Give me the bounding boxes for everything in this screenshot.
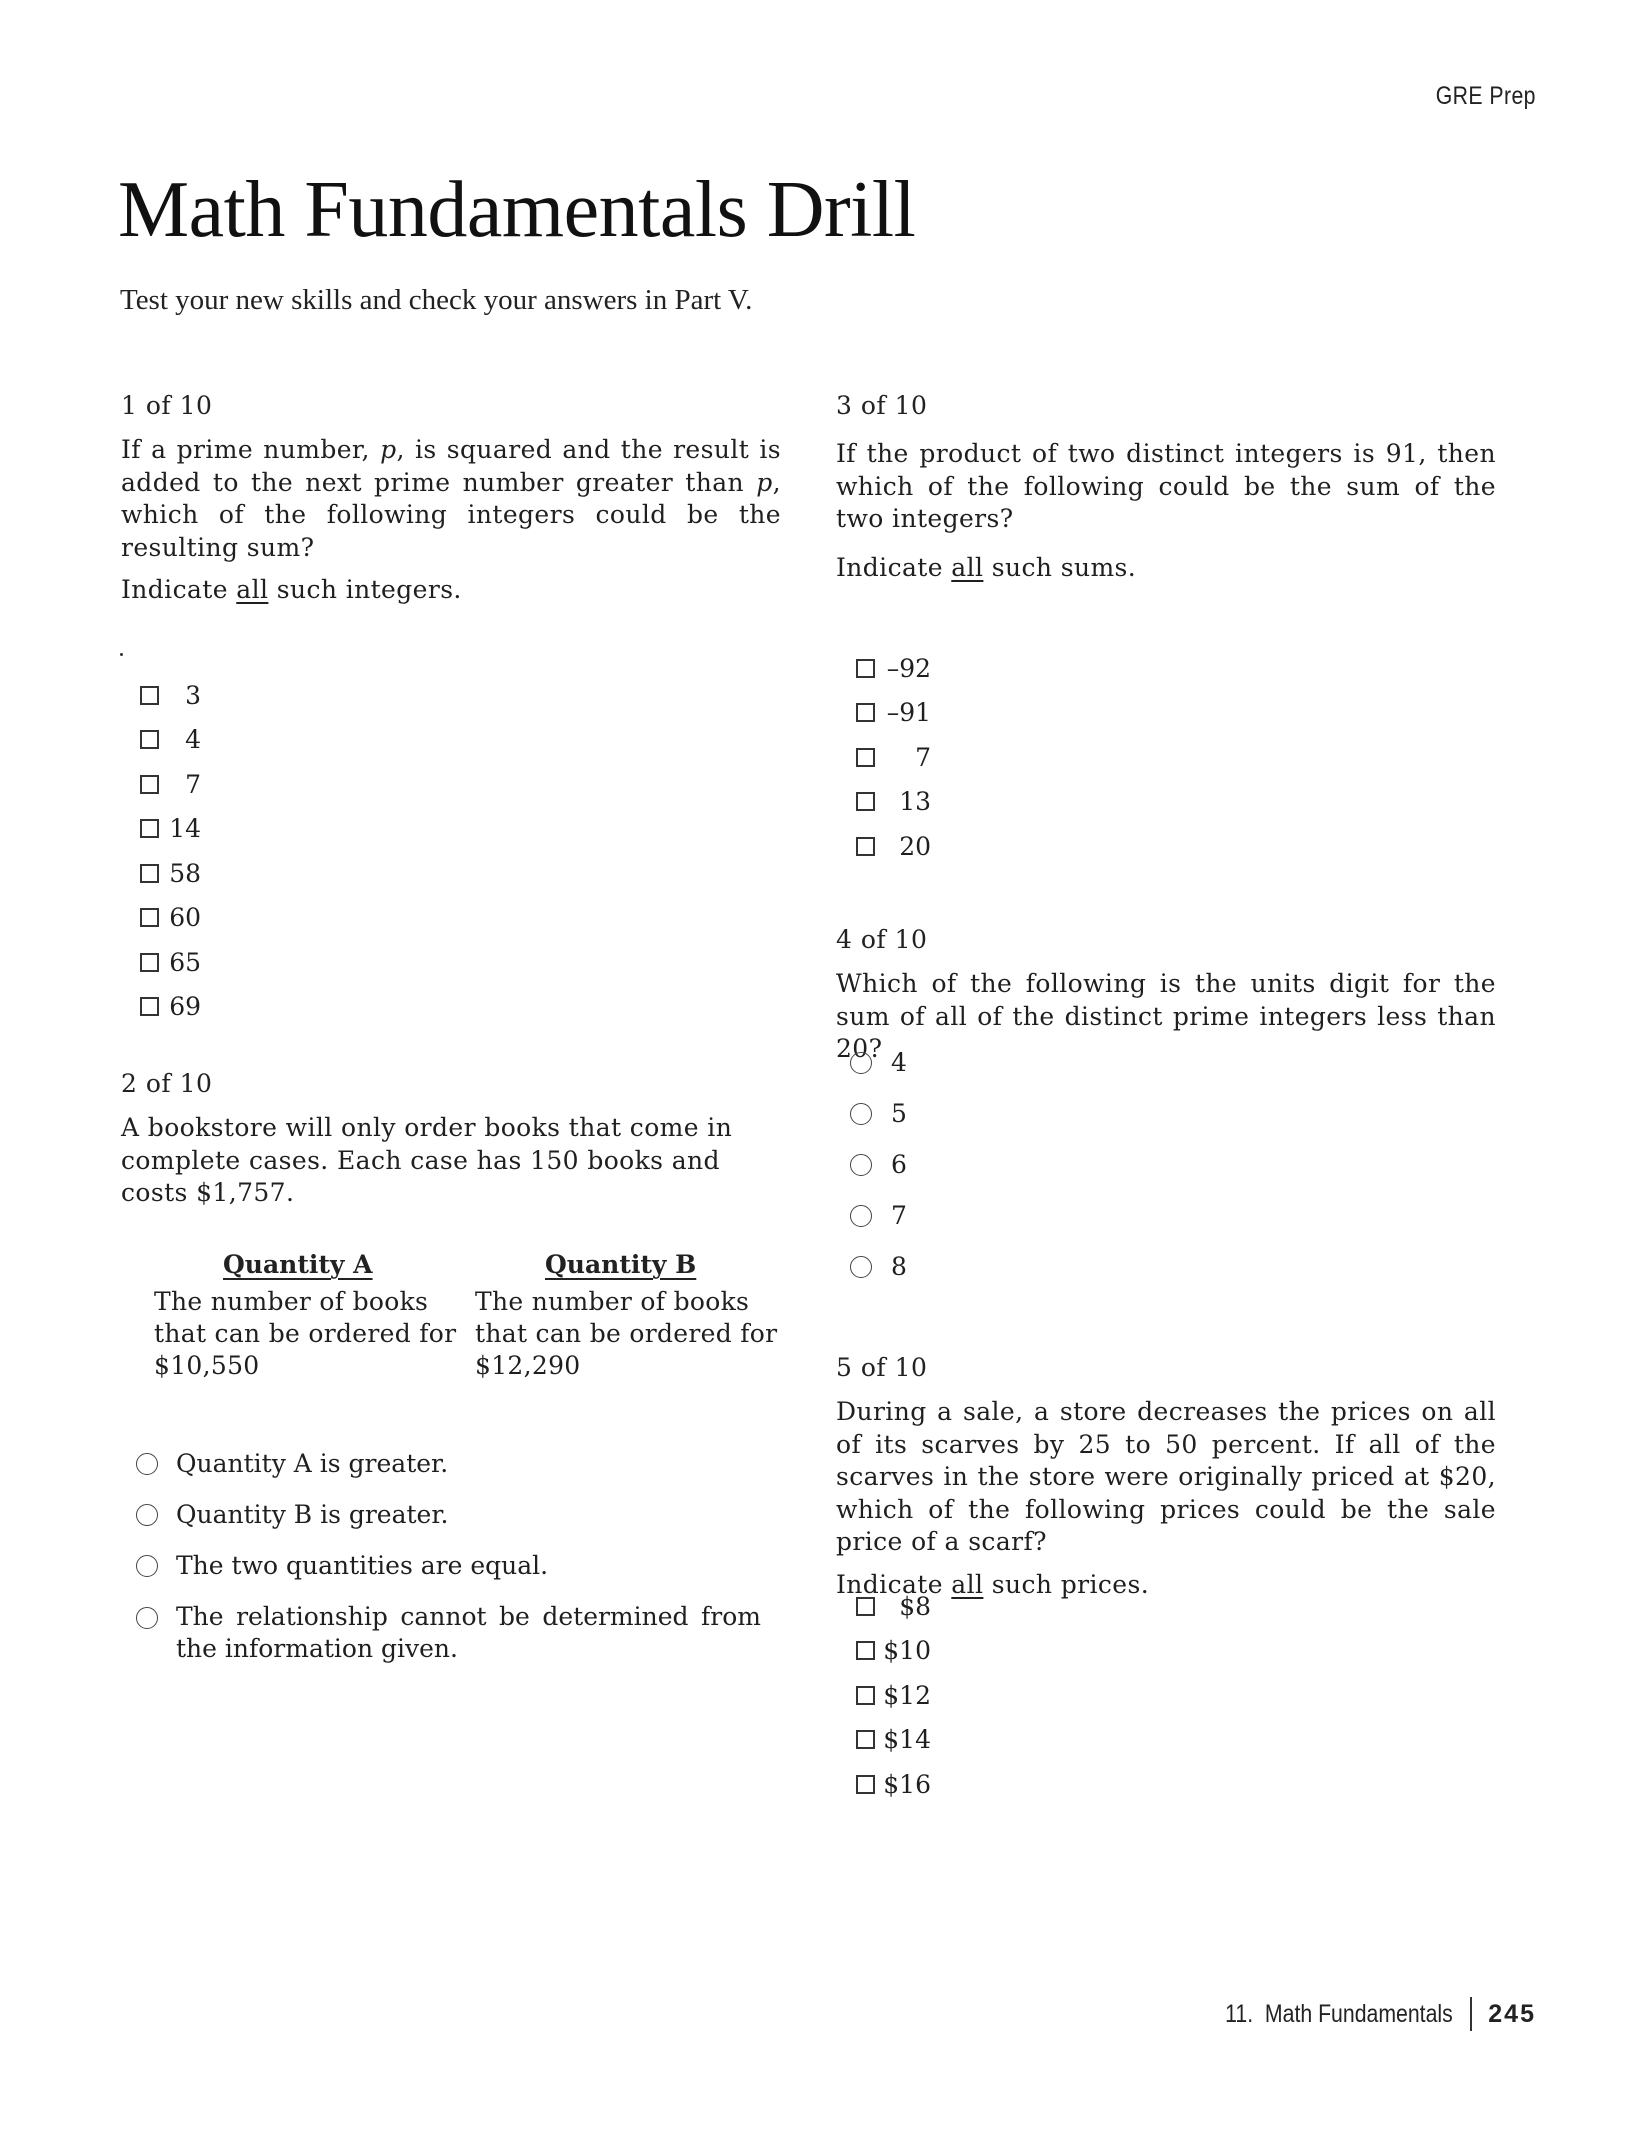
answer-option[interactable]: 3	[140, 673, 201, 718]
answer-option[interactable]: 4	[140, 718, 201, 763]
stray-dot	[120, 653, 123, 656]
checkbox-icon[interactable]	[140, 953, 159, 972]
question-number: 4 of 10	[836, 925, 928, 954]
quantity-b-heading: Quantity B	[545, 1250, 697, 1279]
checkbox-icon[interactable]	[856, 837, 875, 856]
checkbox-icon[interactable]	[856, 1641, 875, 1660]
radio-icon[interactable]	[850, 1154, 872, 1176]
question-text: During a sale, a store decreases the prices on all of its scarves by 25 to 50 percent. If all of the scarves in the store were originally priced at $20, which of the following prices could be the sale price of a scarf?	[836, 1397, 1496, 1556]
answer-option[interactable]: 13	[856, 780, 931, 825]
answer-options	[856, 646, 931, 869]
answer-option[interactable]: The two quantities are equal.	[136, 1540, 766, 1591]
page-footer	[1185, 1997, 1536, 2031]
answer-option[interactable]: $8	[856, 1584, 931, 1629]
checkbox-icon[interactable]	[140, 686, 159, 705]
answer-option[interactable]: 14	[140, 807, 201, 852]
checkbox-icon[interactable]	[140, 864, 159, 883]
radio-icon[interactable]	[850, 1052, 872, 1074]
question-text: Which of the following is the units digit for the sum of all of the distinct prime integers less than 20?	[836, 969, 1496, 1063]
answer-options	[136, 1438, 766, 1665]
question-5	[836, 1352, 1496, 1601]
question-4	[836, 924, 1496, 1066]
radio-icon[interactable]	[136, 1453, 158, 1475]
checkbox-icon[interactable]	[856, 748, 875, 767]
question-text: If a prime number, p, is squared and the result is added to the next prime number greater than p, which of the following integers could be the resulting sum?	[121, 435, 781, 562]
radio-icon[interactable]	[136, 1607, 158, 1629]
page-number: 245	[1488, 1999, 1536, 2028]
question-number: 5 of 10	[836, 1353, 928, 1382]
answer-option[interactable]: $10	[856, 1629, 931, 1674]
quantity-a-heading: Quantity A	[223, 1250, 373, 1279]
quantity-b-text: The number of books that can be ordered for $12,290	[475, 1287, 778, 1380]
question-instruction: Indicate all such sums.	[836, 552, 1137, 582]
radio-icon[interactable]	[850, 1205, 872, 1227]
radio-icon[interactable]	[850, 1103, 872, 1125]
answer-option[interactable]: 7	[850, 1190, 907, 1241]
checkbox-icon[interactable]	[856, 659, 875, 678]
question-instruction: Indicate all such prices.	[836, 1569, 1150, 1599]
answer-option[interactable]: 60	[140, 896, 201, 941]
answer-option[interactable]: 4	[850, 1037, 907, 1088]
answer-option[interactable]: 20	[856, 824, 931, 869]
question-1	[121, 390, 781, 606]
checkbox-icon[interactable]	[140, 775, 159, 794]
radio-icon[interactable]	[136, 1504, 158, 1526]
answer-options	[140, 673, 201, 1029]
answer-option[interactable]: $12	[856, 1673, 931, 1718]
question-number: 3 of 10	[836, 391, 928, 420]
answer-option[interactable]: $14	[856, 1718, 931, 1763]
answer-option[interactable]: 58	[140, 851, 201, 896]
checkbox-icon[interactable]	[856, 1597, 875, 1616]
question-instruction: Indicate all such integers.	[121, 575, 462, 604]
answer-option[interactable]: 65	[140, 940, 201, 985]
checkbox-icon[interactable]	[856, 703, 875, 722]
question-text: If the product of two distinct integers is 91, then which of the following could be the sum of the two integers?	[836, 439, 1496, 533]
checkbox-icon[interactable]	[856, 1686, 875, 1705]
answer-option[interactable]: –91	[856, 691, 931, 736]
question-2	[121, 1068, 781, 1210]
page-title: Math Fundamentals Drill	[118, 166, 916, 254]
checkbox-icon[interactable]	[140, 730, 159, 749]
question-number: 2 of 10	[121, 1069, 213, 1098]
page-subtitle: Test your new skills and check your answers in Part V.	[120, 284, 753, 316]
checkbox-icon[interactable]	[856, 792, 875, 811]
answer-options	[856, 1584, 931, 1807]
answer-option[interactable]: Quantity A is greater.	[136, 1438, 766, 1489]
answer-options	[850, 1037, 907, 1292]
radio-icon[interactable]	[850, 1256, 872, 1278]
radio-icon[interactable]	[136, 1555, 158, 1577]
answer-option[interactable]: The relationship cannot be determined from the information given.	[136, 1591, 766, 1665]
running-head: GRE Prep	[1435, 82, 1536, 110]
answer-option[interactable]: Quantity B is greater.	[136, 1489, 766, 1540]
question-3	[836, 390, 1496, 584]
footer-chapter: 11. Math Fundamentals	[1224, 1999, 1453, 2028]
answer-option[interactable]: 8	[850, 1241, 907, 1292]
answer-option[interactable]: 7	[856, 735, 931, 780]
answer-option[interactable]: 5	[850, 1088, 907, 1139]
checkbox-icon[interactable]	[856, 1775, 875, 1794]
quantity-a-text: The number of books that can be ordered for $10,550	[154, 1287, 457, 1380]
footer-divider	[1470, 1997, 1472, 2031]
checkbox-icon[interactable]	[140, 997, 159, 1016]
question-number: 1 of 10	[121, 391, 213, 420]
answer-option[interactable]: $16	[856, 1762, 931, 1807]
answer-option[interactable]: 69	[140, 985, 201, 1030]
answer-option[interactable]: –92	[856, 646, 931, 691]
checkbox-icon[interactable]	[140, 908, 159, 927]
question-text: A bookstore will only order books that come in complete cases. Each case has 150 books and costs $1,757.	[121, 1113, 733, 1207]
checkbox-icon[interactable]	[856, 1730, 875, 1749]
answer-option[interactable]: 6	[850, 1139, 907, 1190]
answer-option[interactable]: 7	[140, 762, 201, 807]
checkbox-icon[interactable]	[140, 819, 159, 838]
